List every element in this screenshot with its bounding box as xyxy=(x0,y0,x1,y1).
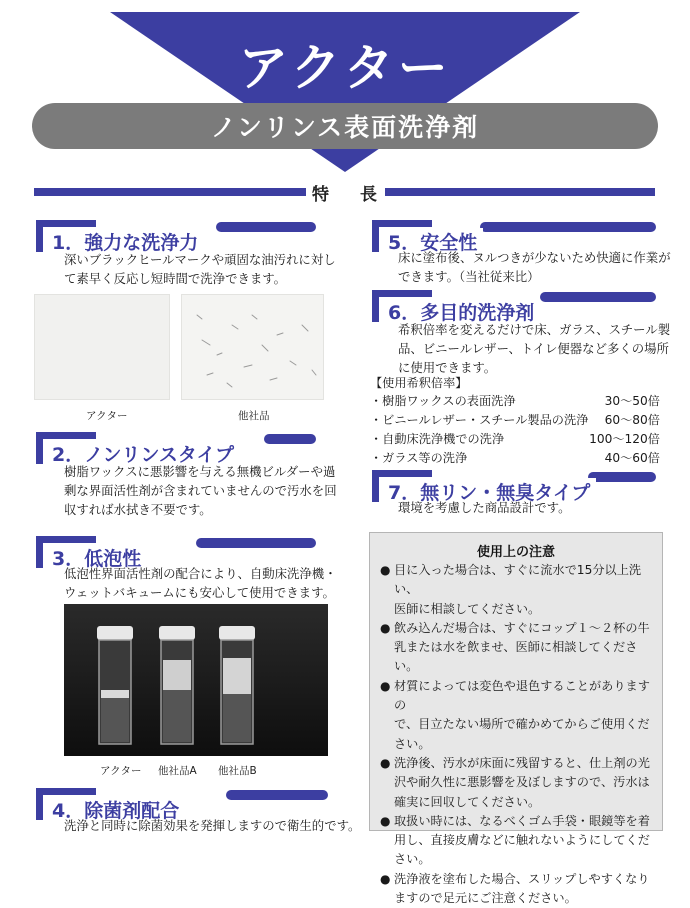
section-2-title: 2．ノンリンスタイプ xyxy=(52,440,240,467)
features-rule-right xyxy=(385,188,655,196)
dilution-row-value: 30～50倍 xyxy=(604,394,660,408)
section-6-title: 6．多目的洗浄剤 xyxy=(388,298,540,325)
section-3-title: 3．低泡性 xyxy=(52,544,147,571)
section-1-line: 深いブラックヒールマークや頑固な油汚れに対し xyxy=(64,252,336,267)
section-2-line: 樹脂ワックスに悪影響を与える無機ビルダーや過 xyxy=(64,464,336,479)
vial-actor xyxy=(97,626,133,744)
section-5-title: 5．安全性 xyxy=(388,228,483,255)
page-subtitle: ノンリンス表面洗浄剤 xyxy=(210,113,480,142)
page-title: アクター xyxy=(238,39,452,97)
dilution-row-label: ・樹脂ワックスの表面洗浄 xyxy=(370,394,516,408)
section-4-title: 4．除菌剤配合 xyxy=(52,796,185,823)
photo-actor-result xyxy=(34,294,170,400)
section-2-line: 剰な界面活性剤が含まれていませんので汚水を回 xyxy=(64,483,337,498)
bullet-icon: ● xyxy=(380,678,391,693)
bullet-icon: ● xyxy=(380,563,391,577)
vial-competitor-b xyxy=(219,626,255,744)
dilution-row-value: 40～60倍 xyxy=(604,451,660,465)
bullet-icon: ● xyxy=(380,755,391,770)
section-3-text xyxy=(64,564,337,602)
section-5-line: できます。（当社従来比） xyxy=(398,269,540,284)
caption-vial-competitor-b: 他社品B xyxy=(218,765,257,777)
features-rule-left xyxy=(34,188,306,196)
caption-vial-actor: アクター xyxy=(100,765,142,777)
dilution-table-title: 【使用希釈倍率】 xyxy=(370,376,468,390)
section-6-line: 希釈倍率を変えるだけで床、ガラス、スチール製 xyxy=(398,322,671,337)
section-5-line: 床に塗布後、ヌルつきが少ないため快適に作業が xyxy=(398,250,671,265)
section-1-text xyxy=(64,250,336,288)
dilution-row xyxy=(370,392,660,410)
features-heading-char2: 長 xyxy=(360,185,377,205)
bullet-icon: ● xyxy=(380,871,391,886)
caution-item: ● 材質によっては変色や退色することがありますの で、目立たない場所で確かめてからご使用くだ さい。 xyxy=(380,678,650,751)
section-1-title: 1．強力な洗浄力 xyxy=(52,228,204,255)
dilution-row-label: ・ビニールレザー・スチール製品の洗浄 xyxy=(370,413,589,427)
caption-competitor: 他社品 xyxy=(238,410,270,422)
section-7-line: 環境を考慮した商品設計です。 xyxy=(398,500,571,515)
bullet-icon: ● xyxy=(380,620,391,635)
dilution-row xyxy=(370,449,660,467)
vials-illustration xyxy=(64,604,328,756)
section-4-line: 洗浄と同時に除菌効果を発揮しますので衛生的です。 xyxy=(64,818,361,833)
section-6-line: 品、ビニールレザー、トイレ便器など多くの場所 xyxy=(398,341,669,356)
caption-actor: アクター xyxy=(86,410,128,422)
section-1-heading xyxy=(36,220,318,252)
section-2-text xyxy=(64,462,337,519)
section-3-line: 低泡性界面活性剤の配合により、自動床洗浄機・ xyxy=(64,566,337,581)
caution-title: 使用上の注意 xyxy=(476,545,555,560)
dilution-row xyxy=(370,411,660,429)
section-3-line: ウェットバキュームにも安心して使用できます。 xyxy=(64,585,335,600)
dilution-row xyxy=(370,430,660,448)
section-2-heading xyxy=(36,432,318,464)
bullet-icon: ● xyxy=(380,813,391,828)
caution-item: ● 洗浄液を塗布した場合、スリップしやすくなり ますので足元にご注意ください。 xyxy=(380,871,650,906)
section-7-text xyxy=(398,498,570,517)
section-6-line: に使用できます。 xyxy=(398,360,497,375)
dilution-row-value: 100～120倍 xyxy=(589,432,660,446)
section-6-heading xyxy=(372,290,658,322)
features-heading-char1: 特 xyxy=(312,185,329,205)
section-5-text xyxy=(398,248,671,286)
caution-item: ● 取扱い時には、なるべくゴム手袋・眼鏡等を着 用し、直接皮膚などに触れないようにしてくだ さい。 xyxy=(380,813,650,867)
vial-competitor-a xyxy=(159,626,195,744)
section-6-text xyxy=(398,320,670,377)
dirt-specks xyxy=(182,295,325,401)
section-1-line: て素早く反応し短時間で洗浄できます。 xyxy=(64,271,287,286)
photo-competitor-result xyxy=(181,294,324,400)
photo-foam-test xyxy=(64,604,328,756)
dilution-row-value: 60～80倍 xyxy=(604,413,660,427)
caption-vial-competitor-a: 他社品A xyxy=(158,765,197,777)
section-4-text xyxy=(64,816,360,835)
caution-list xyxy=(380,561,656,908)
caution-box xyxy=(369,532,663,906)
caution-item: ● 目に入った場合は、すぐに流水で15分以上洗い、 医師に相談してください。 xyxy=(380,563,642,616)
dilution-row-label: ・ガラス等の洗浄 xyxy=(370,451,468,465)
caution-item: ● 飲み込んだ場合は、すぐにコップ１～２杯の牛 乳または水を飲ませ、医師に相談してください。 xyxy=(380,620,650,674)
section-7-title: 7．無リン・無臭タイプ xyxy=(388,478,596,505)
section-2-line: 収すれば水拭き不要です。 xyxy=(64,502,212,517)
caution-item: ● 洗浄後、汚水が床面に残留すると、仕上剤の光 沢や耐久性に悪影響を及ぼしますので、汚水は 確実に回収してください。 xyxy=(380,755,650,809)
dilution-row-label: ・自動床洗浄機での洗浄 xyxy=(370,432,505,446)
